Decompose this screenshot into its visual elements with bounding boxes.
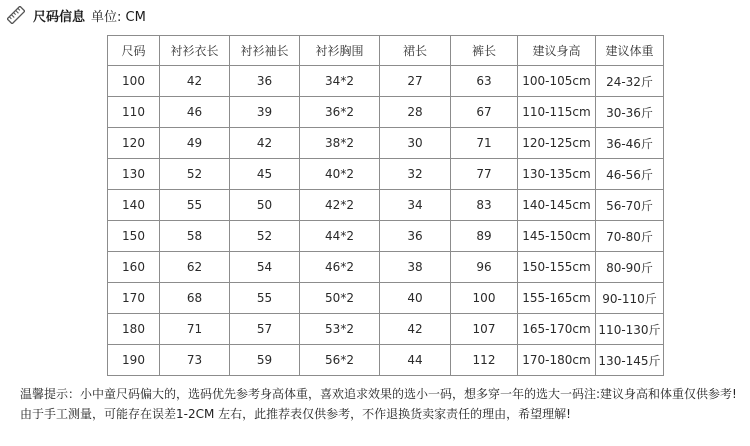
table-cell: 57	[230, 314, 300, 345]
table-cell: 55	[160, 190, 230, 221]
table-row	[108, 159, 664, 190]
table-row	[108, 128, 664, 159]
table-cell: 96	[451, 252, 518, 283]
table-cell: 120-125cm	[518, 128, 596, 159]
table-cell: 40*2	[300, 159, 380, 190]
table-row	[108, 314, 664, 345]
table-cell: 24-32斤	[596, 66, 664, 97]
table-cell: 170-180cm	[518, 345, 596, 376]
table-cell: 34	[380, 190, 451, 221]
table-cell: 56-70斤	[596, 190, 664, 221]
table-cell: 34*2	[300, 66, 380, 97]
table-cell: 71	[451, 128, 518, 159]
table-cell: 42*2	[300, 190, 380, 221]
table-cell: 39	[230, 97, 300, 128]
table-cell: 71	[160, 314, 230, 345]
size-info-header	[7, 4, 146, 26]
table-cell: 42	[160, 66, 230, 97]
table-cell: 52	[230, 221, 300, 252]
column-header: 裤长	[451, 36, 518, 66]
column-header: 衬衫衣长	[160, 36, 230, 66]
table-cell: 77	[451, 159, 518, 190]
ruler-icon	[7, 6, 25, 24]
column-header: 建议体重	[596, 36, 664, 66]
table-header-row	[108, 36, 664, 66]
table-row	[108, 97, 664, 128]
table-cell: 50*2	[300, 283, 380, 314]
table-cell: 53*2	[300, 314, 380, 345]
table-cell: 30-36斤	[596, 97, 664, 128]
table-cell: 100	[451, 283, 518, 314]
table-cell: 150-155cm	[518, 252, 596, 283]
table-row	[108, 345, 664, 376]
table-cell: 80-90斤	[596, 252, 664, 283]
table-cell: 130	[108, 159, 160, 190]
table-cell: 44*2	[300, 221, 380, 252]
table-cell: 190	[108, 345, 160, 376]
table-cell: 120	[108, 128, 160, 159]
table-cell: 50	[230, 190, 300, 221]
table-cell: 150	[108, 221, 160, 252]
table-cell: 68	[160, 283, 230, 314]
table-cell: 36*2	[300, 97, 380, 128]
column-header: 尺码	[108, 36, 160, 66]
table-cell: 62	[160, 252, 230, 283]
table-cell: 45	[230, 159, 300, 190]
table-cell: 90-110斤	[596, 283, 664, 314]
table-cell: 42	[230, 128, 300, 159]
table-cell: 32	[380, 159, 451, 190]
table-cell: 130-135cm	[518, 159, 596, 190]
table-cell: 52	[160, 159, 230, 190]
table-cell: 54	[230, 252, 300, 283]
table-cell: 38*2	[300, 128, 380, 159]
size-table	[107, 35, 664, 376]
table-row	[108, 190, 664, 221]
table-row	[108, 66, 664, 97]
table-cell: 49	[160, 128, 230, 159]
column-header: 衬衫胸围	[300, 36, 380, 66]
table-cell: 107	[451, 314, 518, 345]
table-cell: 155-165cm	[518, 283, 596, 314]
table-cell: 170	[108, 283, 160, 314]
table-cell: 110-130斤	[596, 314, 664, 345]
table-cell: 180	[108, 314, 160, 345]
table-cell: 58	[160, 221, 230, 252]
table-cell: 70-80斤	[596, 221, 664, 252]
table-cell: 112	[451, 345, 518, 376]
table-cell: 36	[230, 66, 300, 97]
table-cell: 46*2	[300, 252, 380, 283]
table-cell: 73	[160, 345, 230, 376]
table-cell: 67	[451, 97, 518, 128]
table-cell: 40	[380, 283, 451, 314]
table-cell: 27	[380, 66, 451, 97]
column-header: 建议身高	[518, 36, 596, 66]
table-cell: 110-115cm	[518, 97, 596, 128]
unit-label: 单位: CM	[91, 9, 146, 25]
table-cell: 140-145cm	[518, 190, 596, 221]
table-cell: 44	[380, 345, 451, 376]
table-cell: 46	[160, 97, 230, 128]
table-cell: 83	[451, 190, 518, 221]
column-header: 裙长	[380, 36, 451, 66]
table-cell: 59	[230, 345, 300, 376]
table-row	[108, 221, 664, 252]
size-info-title: 尺码信息	[33, 9, 86, 25]
table-cell: 30	[380, 128, 451, 159]
table-cell: 160	[108, 252, 160, 283]
tip-note: 温馨提示：小中童尺码偏大的，选码优先参考身高体重，喜欢追求效果的选小一码，想多穿一年的选大一码注:建议身高和体重仅供参考!由于手工测量，可能存在误差1-2CM 左右，此推荐表仅供参考，不作退换货卖家责任的理由，希望理解!	[20, 387, 737, 421]
table-cell: 165-170cm	[518, 314, 596, 345]
table-row	[108, 283, 664, 314]
table-cell: 63	[451, 66, 518, 97]
table-cell: 110	[108, 97, 160, 128]
table-cell: 145-150cm	[518, 221, 596, 252]
table-cell: 56*2	[300, 345, 380, 376]
table-cell: 46-56斤	[596, 159, 664, 190]
table-cell: 100	[108, 66, 160, 97]
table-cell: 42	[380, 314, 451, 345]
table-cell: 28	[380, 97, 451, 128]
table-cell: 89	[451, 221, 518, 252]
table-cell: 38	[380, 252, 451, 283]
table-cell: 130-145斤	[596, 345, 664, 376]
table-cell: 140	[108, 190, 160, 221]
table-cell: 55	[230, 283, 300, 314]
table-row	[108, 252, 664, 283]
column-header: 衬衫袖长	[230, 36, 300, 66]
table-cell: 36-46斤	[596, 128, 664, 159]
table-cell: 100-105cm	[518, 66, 596, 97]
table-cell: 36	[380, 221, 451, 252]
